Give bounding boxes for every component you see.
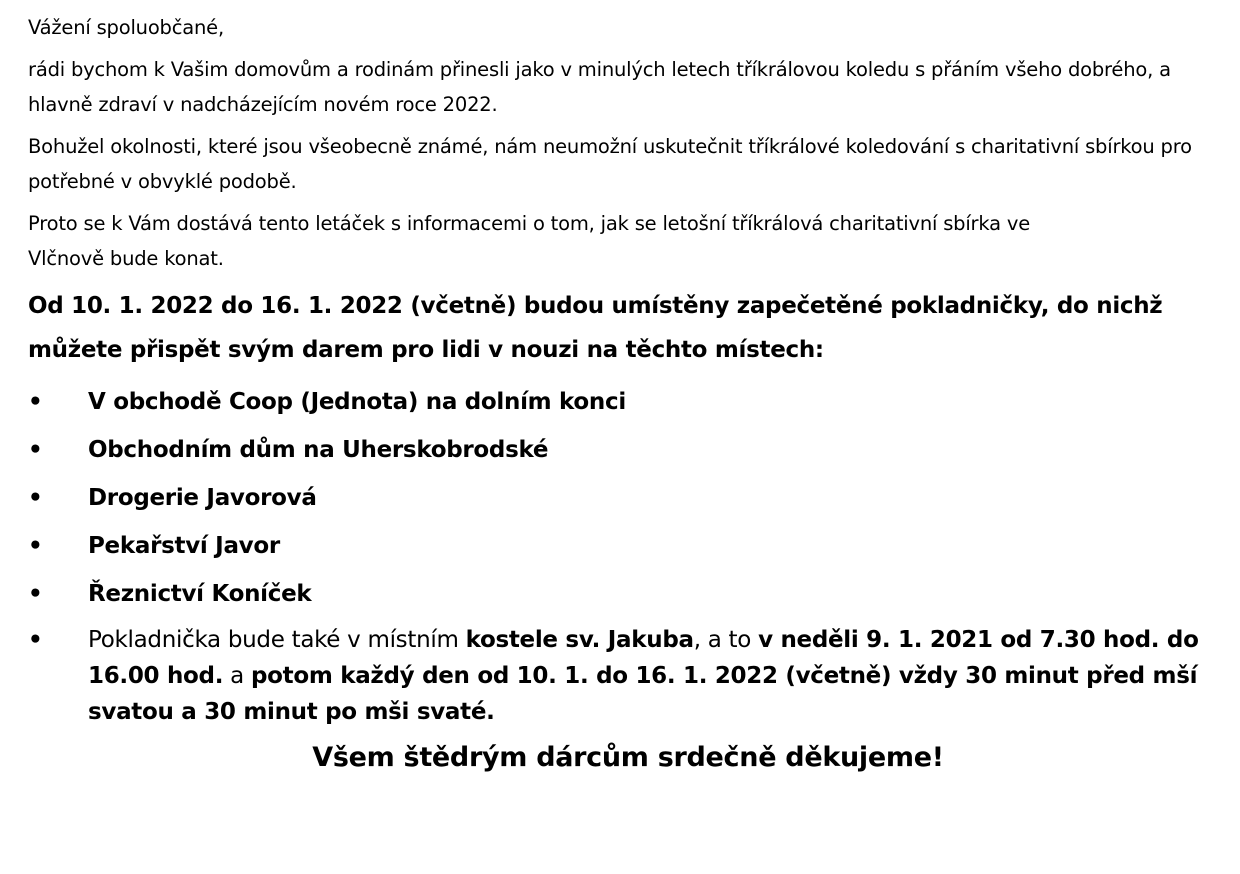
- church-name: kostele sv. Jakuba: [465, 627, 694, 653]
- location-name: Drogerie Javorová: [88, 485, 317, 511]
- list-item: [28, 426, 1228, 474]
- bullet-icon: •: [28, 389, 43, 415]
- church-text: Pokladnička bude také v místním: [88, 627, 466, 653]
- bullet-icon: •: [28, 533, 43, 559]
- intro-paragraph: rádi bychom k Vašim domovům a rodinám přinesli jako v minulých letech tříkrálovou koledu s přáním všeho dobrého, a hlavně zdraví v nadcházejícím novém roce 2022.: [28, 58, 1171, 116]
- circumstances-paragraph: Bohužel okolnosti, které jsou všeobecně známé, nám neumožní uskutečnit tříkrálové koledování s charitativní sbírkou pro potřebné v obvyklé podobě.: [28, 135, 1192, 193]
- leaflet-paragraph: [28, 206, 1228, 276]
- daily-hours: potom každý den od 10. 1. do 16. 1. 2022 (včetně) vždy 30 minut před mší svatou a 30 minut po mši svaté.: [88, 663, 1198, 725]
- leaflet-paragraph-line1: Proto se k Vám dostává tento letáček s informacemi o tom, jak se letošní tříkrálová charitativní sbírka ve: [28, 212, 1031, 235]
- greeting: Vážení spoluobčané,: [28, 16, 224, 39]
- list-item: [28, 570, 1228, 618]
- location-name: Řeznictví Koníček: [88, 581, 312, 607]
- list-item: [28, 474, 1228, 522]
- collection-headline: Od 10. 1. 2022 do 16. 1. 2022 (včetně) budou umístěny zapečetěné pokladničky, do nichž můžete přispět svým darem pro lidi v nouzi na těchto místech:: [28, 293, 1163, 363]
- bullet-icon: •: [28, 627, 43, 653]
- location-name: V obchodě Coop (Jednota) na dolním konci: [88, 389, 626, 415]
- location-name: Obchodním dům na Uherskobrodské: [88, 437, 549, 463]
- list-item: [28, 522, 1228, 570]
- locations-list: [28, 378, 1228, 730]
- list-item: [28, 378, 1228, 426]
- bullet-icon: •: [28, 437, 43, 463]
- leaflet-paragraph-line2: Vlčnově bude konat.: [28, 247, 224, 270]
- bullet-icon: •: [28, 581, 43, 607]
- letter-document: [28, 0, 1228, 773]
- bullet-icon: •: [28, 485, 43, 511]
- location-name: Pekařství Javor: [88, 533, 280, 559]
- church-text: a: [223, 663, 251, 689]
- church-text: , a to: [693, 627, 759, 653]
- thanks-heading: Všem štědrým dárcům srdečně děkujeme!: [312, 742, 944, 773]
- sunday-hours: v neděli 9. 1. 2021 od 7.30 hod. do 16.00 hod.: [88, 627, 1199, 689]
- church-list-item: [28, 618, 1228, 730]
